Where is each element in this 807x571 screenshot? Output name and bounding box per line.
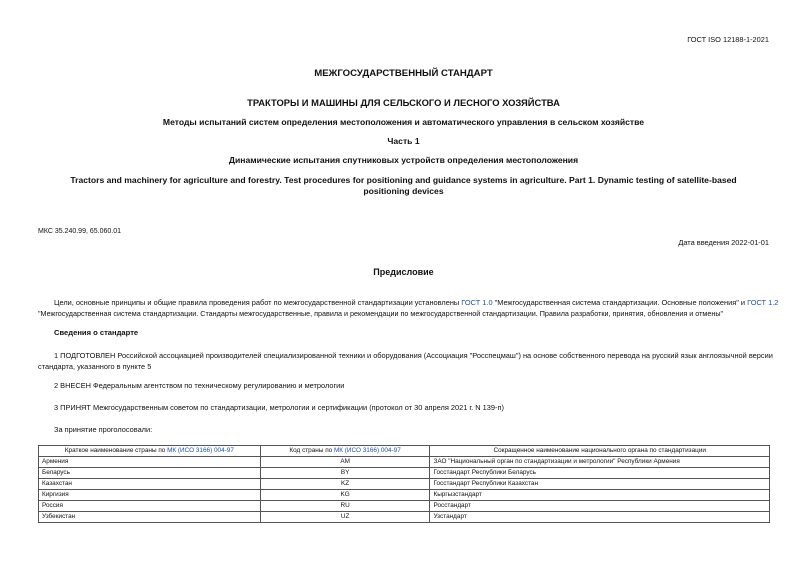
table-row [39,490,770,501]
country-name-cell: Армения [39,457,261,468]
gost-1-2-link[interactable]: ГОСТ 1.2 [747,298,779,307]
english-title [0,175,807,197]
country-code-cell: KG [260,490,430,501]
country-code-cell: AM [260,457,430,468]
document-id: ГОСТ ISO 12188-1-2021 [687,35,769,44]
country-code-cell: KZ [260,479,430,490]
country-code-header: Код страны по МК (ИСО 3166) 004-97 [260,446,430,457]
doc-part: Часть 1 [387,136,420,146]
item-1-line1: 1 ПОДГОТОВЛЕН Российской ассоциацией производителей специализированной техники и оборудования (Ассоциация "Росспецмаш") на основе собственного перевода на русский язык англоязычной версии [54,351,773,360]
foreword-heading: Предисловие [373,267,434,277]
national-body-cell: Госстандарт Республики Казахстан [430,479,770,490]
foreword-text-2: "Межгосударственная система стандартизации. Основные положения" и [492,298,748,307]
table-row [39,457,770,468]
item-2-submitted: 2 ВНЕСЕН Федеральным агентством по техническому регулированию и метрологии [54,381,345,390]
doc-header: МЕЖГОСУДАРСТВЕННЫЙ СТАНДАРТ [314,68,493,79]
national-body-header: Сокращенное наименование национального органа по стандартизации [430,446,770,457]
foreword-line1 [38,297,778,308]
national-body-cell: Росстандарт [430,501,770,512]
country-name-header: Краткое наименование страны по МК (ИСО 3166) 004-97 [39,446,261,457]
country-code-cell: BY [260,468,430,479]
table-header-row [39,446,770,457]
national-body-cell: Кыргызстандарт [430,490,770,501]
table-row [39,501,770,512]
doc-title: ТРАКТОРЫ И МАШИНЫ ДЛЯ СЕЛЬСКОГО И ЛЕСНОГО ХОЗЯЙСТВА [247,97,560,108]
foreword-paragraph [38,297,778,319]
mks-classification: МКС 35.240.99, 65.060.01 [38,228,122,235]
voting-countries-table [38,445,770,523]
country-name-cell: Казахстан [39,479,261,490]
table-row [39,479,770,490]
foreword-line2: "Межгосударственная система стандартизации. Стандарты межгосударственные, правила и рекомендации по межгосударственной стандартизации. Правила разработки, принятия, обновления и отмены" [38,309,724,318]
country-name-cell: Беларусь [39,468,261,479]
mk-iso-3166-code-link[interactable]: МК (ИСО 3166) 004-97 [333,447,401,454]
national-body-cell: Узстандарт [430,512,770,523]
national-body-cell: ЗАО "Национальный орган по стандартизации и метрологии" Республики Армения [430,457,770,468]
foreword-text-1: Цели, основные принципы и общие правила проведения работ по межгосударственной стандартизации установлены [54,298,462,307]
doc-subtitle: Методы испытаний систем определения местоположения и автоматического управления в сельском хозяйстве [162,117,645,127]
country-name-cell: Киргизия [39,490,261,501]
country-code-cell: UZ [260,512,430,523]
country-name-cell: Узбекистан [39,512,261,523]
table-row [39,512,770,523]
voted-label: За принятие проголосовали: [54,425,153,434]
item-3-adopted: 3 ПРИНЯТ Межгосударственным советом по стандартизации, метрологии и сертификации (протокол от 30 апреля 2021 г. N 139-п) [54,403,504,412]
english-title-line2: positioning devices [363,186,444,196]
table-row [39,468,770,479]
doc-part-title: Динамические испытания спутниковых устройств определения местоположения [228,155,579,165]
standard-info-heading: Сведения о стандарте [54,328,139,337]
introduction-date: Дата введения 2022-01-01 [678,238,769,247]
country-code-cell: RU [260,501,430,512]
item-1-line2: стандарта, указанного в пункте 5 [38,362,152,371]
mk-iso-3166-link[interactable]: МК (ИСО 3166) 004-97 [167,447,234,454]
country-name-cell: Россия [39,501,261,512]
national-body-cell: Госстандарт Республики Беларусь [430,468,770,479]
gost-1-0-link[interactable]: ГОСТ 1.0 [461,298,493,307]
item-1-prepared [38,350,778,372]
english-title-line1: Tractors and machinery for agriculture and forestry. Test procedures for positioning and guidance systems in agriculture. Part 1. Dynamic testing of satellite-based [70,175,737,185]
